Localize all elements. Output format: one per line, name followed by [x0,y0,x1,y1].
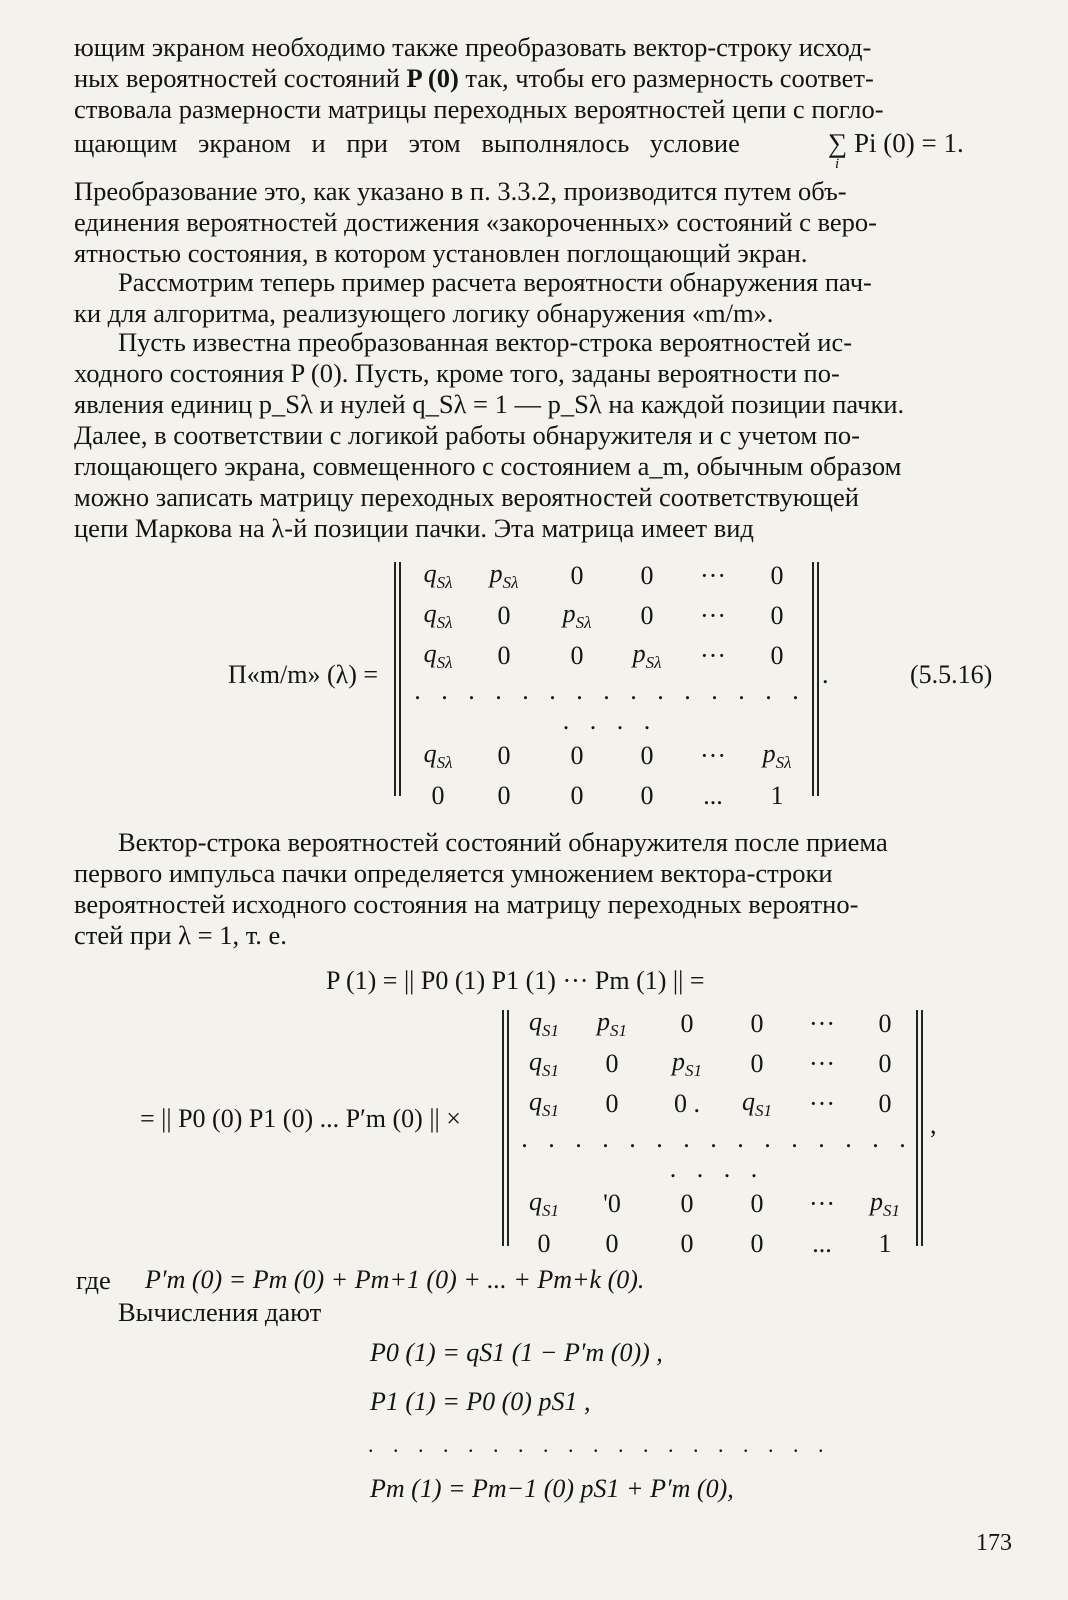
matrix-cell: 0 [605,1049,619,1078]
text-line: ходного состояния P (0). Пусть, кроме того, заданы вероятности по- [74,358,840,388]
matrix-cell: 0 [640,601,654,630]
matrix-cell: 0 [770,641,784,670]
matrix-row [516,1044,918,1084]
matrix-cell: $q_{S1}$ [529,1087,559,1120]
result-pm: Pm (1) = Pm−1 (0) pS1 + P′m (0), [370,1474,734,1503]
text-line: стей при λ = 1, т. е. [74,920,287,950]
matrix-cell: 0 [680,1229,694,1258]
matrix-cell: 0 [431,781,445,810]
matrix-cell: $q_{S1}$ [529,1187,559,1220]
matrix-bracket-left [502,1010,504,1246]
equation-number: (5.5.16) [910,660,993,689]
matrix-row [410,736,810,776]
matrix-cell: ... [703,781,723,810]
matrix-row [410,776,810,816]
matrix-cell: $p_{S\lambda}$ [489,559,519,592]
matrix-cell: 0 [570,641,584,670]
text-line: Рассмотрим теперь пример расчета вероятности обнаружения пач- [118,267,872,297]
matrix-cell: ··· [700,601,726,630]
matrix-bracket-right [812,562,814,796]
matrix-cell: 0 [680,1009,694,1038]
matrix-row [410,556,810,596]
result-p1: P1 (1) = P0 (0) pS1 , [370,1387,591,1416]
matrix-cell: 0 [605,1229,619,1258]
text-line: ки для алгоритма, реализующего логику обнаружения «m/m». [74,298,774,328]
matrix-cell: 0 [750,1009,764,1038]
text-line: Вектор-строка вероятностей состояний обнаружителя после приема [118,827,888,857]
matrix-dots-row: . . . . . . . . . . . . . . . . . . . [414,676,806,735]
equation-lhs: = || P0 (0) P1 (0) ... P′m (0) || × [140,1104,461,1133]
matrix-bracket-left [399,562,401,796]
text-line: ющим экраном необходимо также преобразовать вектор-строку исход- [74,32,872,62]
matrix-cell: 0 [878,1049,892,1078]
text-line: Преобразование это, как указано в п. 3.3.2, производится путем объ- [74,176,847,206]
text-line: цепи Маркова на λ-й позиции пачки. Эта матрица имеет вид [74,513,754,543]
matrix-cell: 0 [497,741,511,770]
matrix-cell: $p_{S1}$ [672,1047,702,1080]
matrix-bracket-left [507,1010,509,1246]
matrix-row [516,1184,918,1224]
matrix-cell: ··· [809,1009,835,1038]
matrix-cell: 0 [497,641,511,670]
text-line: глощающего экрана, совмещенного с состоянием a_m, обычным образом [74,451,902,481]
matrix-cell: 0 [750,1229,764,1258]
matrix-cell: ··· [700,641,726,670]
matrix-cell: 0 [878,1009,892,1038]
matrix-bracket-left [394,562,396,796]
text-line: ствовала размерности матрицы переходных вероятностей цепи с погло- [74,94,884,124]
matrix-cell: 0 [640,741,654,770]
text-where: где [76,1265,111,1295]
text-line: единения вероятностей достижения «закороченных» состояний с веро- [74,207,877,237]
matrix-bracket-right [817,562,819,796]
sum-condition: ∑ Pi (0) = 1. [828,128,964,158]
text-line: можно записать матрицу переходных вероятностей соответствующей [74,482,859,512]
ellipsis-row: . . . . . . . . . . . . . . . . . . . [368,1432,831,1457]
matrix-cell: 0 [605,1089,619,1118]
matrix-cell: $q_{S1}$ [742,1087,772,1120]
matrix-cell: $q_{S\lambda}$ [423,599,453,632]
matrix-cell: 0 [570,741,584,770]
matrix-cell: $p_{S\lambda}$ [632,639,662,672]
matrix-cell: $p_{S1}$ [597,1007,627,1040]
matrix-cell: $p_{S1}$ [870,1187,900,1220]
text-fragment: ных вероятностей состояний [74,63,400,93]
matrix-row [410,596,810,636]
formula-pm-prime: P′m (0) = Pm (0) + Pm+1 (0) + ... + Pm+k (0). [145,1265,645,1294]
matrix-cell: $q_{S1}$ [529,1047,559,1080]
matrix-cell: ··· [809,1049,835,1078]
matrix-cell: 0 [750,1049,764,1078]
matrix-cell: 0 [497,781,511,810]
matrix-cell: 0 [640,781,654,810]
matrix-cell: $p_{S\lambda}$ [762,739,792,772]
matrix-row [516,1224,918,1264]
matrix-cell: 0 [680,1189,694,1218]
matrix-cell: 0 [770,561,784,590]
matrix-cell: 0 . [674,1089,700,1118]
text-line: первого импульса пачки определяется умножением вектора-строки [74,858,833,888]
result-p0: P0 (1) = qS1 (1 − P′m (0)) , [370,1338,663,1367]
matrix-cell: ··· [700,741,726,770]
matrix-cell: ··· [700,561,726,590]
matrix-row [410,636,810,676]
matrix-cell: ... [812,1229,832,1258]
period: . [822,660,829,689]
text-line: Вычисления дают [118,1297,322,1327]
matrix-cell: 0 [770,601,784,630]
vector-symbol: P (0) [406,63,459,93]
matrix-cell: 0 [570,561,584,590]
matrix-cell: 0 [570,781,584,810]
matrix-cell: ··· [809,1189,835,1218]
text-line: вероятностей исходного состояния на матрицу переходных вероятно- [74,889,859,919]
comma: , [930,1110,937,1139]
matrix-lhs: Π«m/m» (λ) = [228,660,379,689]
matrix-cell: 1 [878,1229,892,1258]
text-line [74,63,1008,94]
matrix-cell: 0 [537,1229,551,1258]
matrix-cell: 0 [640,561,654,590]
text-line: Пусть известна преобразованная вектор-строка вероятностей ис- [118,327,853,357]
text-line: щающим экраном и при этом выполнялось условие [74,128,740,158]
text-line: явления единиц p_Sλ и нулей q_Sλ = 1 — p_Sλ на каждой позиции пачки. [74,389,905,419]
matrix-cell: 1 [770,781,784,810]
transition-matrix [410,556,810,816]
matrix-row [516,1084,918,1124]
page-number: 173 [976,1530,1012,1556]
matrix-dots-row: . . . . . . . . . . . . . . . . . . . [521,1124,913,1183]
matrix-cell: 0 [878,1089,892,1118]
matrix-cell: $p_{S\lambda}$ [562,599,592,632]
matrix-cell: '0 [603,1189,621,1218]
matrix-cell: ··· [809,1089,835,1118]
text-line: ятностью состояния, в котором установлен поглощающий экран. [74,238,808,268]
text-line: Далее, в соответствии с логикой работы обнаружителя и с учетом по- [74,420,860,450]
matrix-cell: 0 [497,601,511,630]
matrix-cell: $q_{S1}$ [529,1007,559,1040]
text-fragment: так, чтобы его размерность соответ- [465,63,874,93]
sum-index: i [835,156,840,172]
matrix-cell: $q_{S\lambda}$ [423,739,453,772]
matrix-cell: $q_{S\lambda}$ [423,559,453,592]
matrix-row [516,1004,918,1044]
matrix-cell: $q_{S\lambda}$ [423,639,453,672]
matrix-cell: 0 [750,1189,764,1218]
equation-line: P (1) = || P0 (1) P1 (1) ··· Pm (1) || = [326,966,705,995]
transition-matrix-step1 [516,1004,918,1264]
matrix-bracket-right [921,1010,923,1246]
